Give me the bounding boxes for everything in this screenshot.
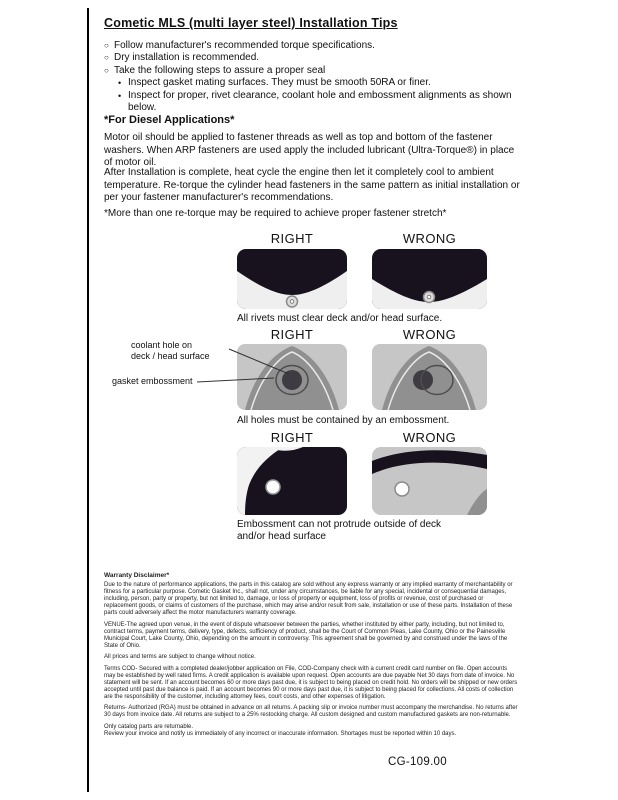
list-item-text: Dry installation is recommended.	[114, 52, 260, 64]
open-bullet-icon: ○	[104, 41, 109, 50]
diagram-hole-wrong	[372, 344, 487, 410]
list-item	[104, 52, 524, 64]
list-item	[104, 77, 524, 89]
diesel-paragraph-2: After Installation is complete, heat cycle the engine then let it completely cool to ambient temperature. Re-torque the cylinder head fasteners in the same pattern as initial installation or per your fastener manufacturer's recommendations.	[104, 167, 520, 204]
right-column-label: RIGHT	[270, 430, 314, 445]
diesel-paragraph-1: Motor oil should be applied to fastener threads as well as top and bottom of the fastener washers. When ARP fasteners are used apply the included lubricant (Ultra-Torque®) in place of motor oil.	[104, 132, 515, 169]
list-item	[104, 40, 524, 52]
disclaimer-paragraph: Due to the nature of performance applications, the parts in this catalog are sold without any express warranty or any implied warranty of merchantability or fitness for a particular purpose. Cometic Gasket Inc., shall not, under any circumstances, be liable for any special, incidental or consequential damages, including, person, party or property, but not limited to, damage, or loss of property or equipment, loss of profits or revenue, cost of purchased or replacement goods, or claims of customers of the purchase, which may arise and/or result from sale, installation or use of these parts. Installation of these parts could adversely affect the motor manufacturers warranty coverage.	[104, 582, 513, 616]
document-number: CG-109.00	[388, 756, 447, 768]
caption-rivets: All rivets must clear deck and/or head surface.	[237, 313, 443, 324]
diagram-rivet-right	[237, 249, 347, 309]
disclaimer-paragraph: All prices and terms are subject to change without notice.	[104, 654, 256, 660]
list-item	[104, 90, 524, 115]
left-border-rule	[87, 8, 89, 792]
wrong-column-label: WRONG	[402, 430, 457, 445]
list-item-text: Follow manufacturer's recommended torque specifications.	[114, 40, 375, 51]
right-column-label: RIGHT	[270, 231, 314, 246]
wrong-column-label: WRONG	[402, 231, 457, 246]
open-bullet-icon: ○	[104, 65, 109, 75]
diagram-hole-right	[237, 344, 347, 410]
disclaimer-paragraph: Review your invoice and notify us immediately of any incorrect or inaccurate information. Shortages must be reported within 10 days.	[104, 730, 457, 737]
disclaimer-paragraph: Returns- Authorized (RGA) must be obtained in advance on all returns. A packing slip or invoice number must accompany the merchandise. No returns after 30 days from invoice date. All returns are subject to a 25% restocking charge. All custom designed and custom manufactured gaskets are non-returnable.	[104, 705, 518, 718]
list-item-text: Inspect gasket mating surfaces. They must be smooth 50RA or finer.	[128, 77, 431, 89]
disclaimer-paragraph: Only catalog parts are returnable.	[104, 723, 194, 730]
caption-holes: All holes must be contained by an embossment.	[237, 415, 450, 426]
caption-embossment: Embossment can not protrude outside of deck and/or head surface	[237, 519, 442, 542]
page-title: Cometic MLS (multi layer steel) Installation Tips	[104, 16, 398, 30]
diagram-embossment-wrong	[372, 447, 487, 515]
open-bullet-icon: ○	[104, 53, 109, 63]
diagram-embossment-right	[237, 447, 347, 515]
diesel-applications-heading: *For Diesel Applications*	[104, 114, 235, 126]
diagram-rivet-wrong	[372, 249, 487, 309]
disclaimer-paragraph: VENUE-The agreed upon venue, in the event of dispute whatsoever between the parties, whether instituted by either party, including, but not limited to, contract terms, payment terms, delivery, type, defects, sufficiency of product, shall be the Court of Common Pleas, Lake County, Ohio or the Painesville Municipal Court, Lake County, Ohio, depending on the amount in controversy. This agreement shall be governed by and construed under the laws of the State of Ohio.	[104, 621, 508, 649]
installation-tips-list	[104, 40, 524, 114]
bullet-icon: •	[118, 78, 122, 89]
wrong-column-label: WRONG	[402, 327, 457, 342]
right-column-label: RIGHT	[270, 327, 314, 342]
annotation-text: coolant hole on	[131, 340, 193, 350]
warranty-disclaimer	[104, 572, 518, 742]
disclaimer-paragraph: Terms COD- Secured with a completed dealer/jobber application on File, COD-Company check with a current credit card number on file. Open accounts may be established by well rated firms. A credit application is available upon request. Open accounts are due payable Net 30 days from date of invoice. No statement will be sent. If an account becomes 60 or more days past due, it is subject to being placed on credit hold. No orders will be shipped or new orders accepted until past due balance is paid. If an account becomes 90 or more days past due, it is subject to being placed for collections. All costs of collection are the responsibility of the customer, including attorney fees, court costs, and other expenses of litigation.	[104, 665, 518, 700]
retorque-note: *More than one re-torque may be required to achieve proper fastener stretch*	[104, 208, 447, 219]
annotation-text: deck / head surface	[131, 351, 210, 361]
list-item-text: Take the following steps to assure a proper seal	[114, 64, 326, 76]
disclaimer-heading: Warranty Disclaimer*	[104, 572, 170, 579]
list-item	[104, 65, 524, 77]
annotation-gasket-embossment: gasket embossment	[112, 376, 193, 386]
bullet-icon: •	[118, 90, 122, 101]
list-item-text: Inspect for proper, rivet clearance, coolant hole and embossment alignments as shown below.	[128, 89, 512, 114]
annotation-coolant-hole	[131, 340, 231, 362]
